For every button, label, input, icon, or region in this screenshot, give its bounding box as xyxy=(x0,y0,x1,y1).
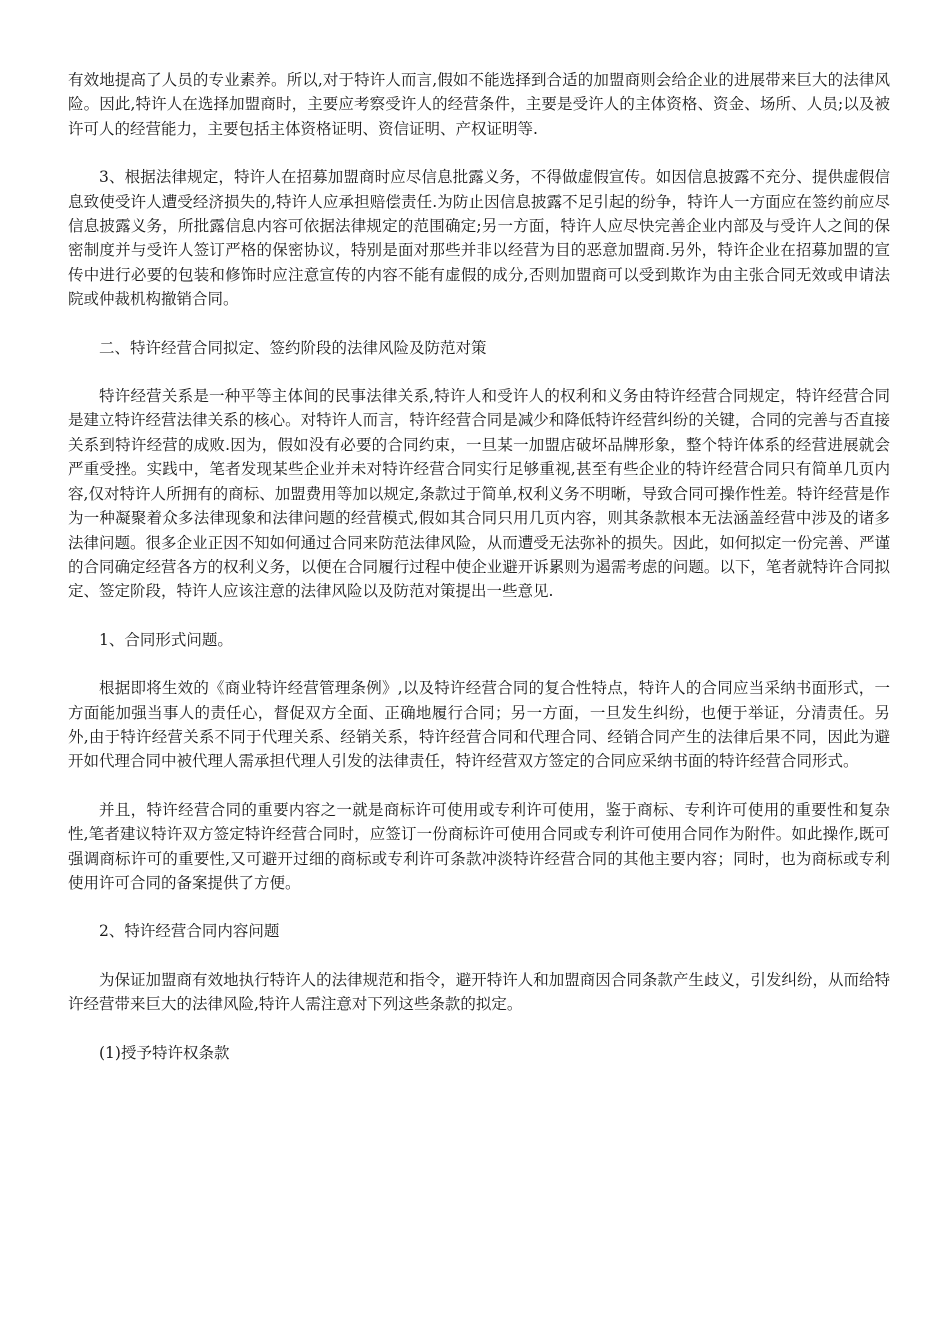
subheading-contract-form: 1、合同形式问题。 xyxy=(99,630,233,649)
paragraph-6: 为保证加盟商有效地执行特许人的法律规范和指令，避开特许人和加盟商因合同条款产生歧义，引发纠纷，从而给特许经营带来巨大的法律风险,特许人需注意对下列这些条款的拟定。 xyxy=(68,970,890,1014)
paragraph-2: 3、根据法律规定，特许人在招募加盟商时应尽信息批露义务，不得做虚假宣传。如因信息披露不充分、提供虚假信息致使受许人遭受经济损失的,特许人应承担赔偿责任.为防止因信息披露不足引起的纷争，特许人一方面应在签约前应尽信息披露义务，所批露信息内容可依据法律规定的范围确定;另一方面，特许人应尽快完善企业内部及与受许人之间的保密制度并与受许人签订严格的保密协议，特别是面对那些并非以经营为目的恶意加盟商.另外，特许企业在招募加盟的宣传中进行必要的包装和修饰时应注意宣传的内容不能有虚假的成分,否则加盟商可以受到欺诈为由主张合同无效或申请法院或仲裁机构撤销合同。 xyxy=(68,168,890,309)
subheading-contract-content: 2、特许经营合同内容问题 xyxy=(99,922,280,941)
paragraph-4: 根据即将生效的《商业特许经营管理条例》,以及特许经营合同的复合性特点，特许人的合同应当采纳书面形式，一方面能加强当事人的责任心，督促双方全面、正确地履行合同；另一方面，一旦发生纠纷，也便于举证，分清责任。另外,由于特许经营关系不同于代理关系、经销关系，特许经营合同和代理合同、经销合同产生的法律后果不同，因此为避开如代理合同中被代理人需承担代理人引发的法律责任，特许经营双方签定的合同应采纳书面的特许经营合同形式。 xyxy=(68,679,890,771)
section-heading: 二、特许经营合同拟定、签约阶段的法律风险及防范对策 xyxy=(99,338,487,357)
paragraph-5: 并且，特许经营合同的重要内容之一就是商标许可使用或专利许可使用，鉴于商标、专利许可使用的重要性和复杂性,笔者建议特许双方签定特许经营合同时，应签订一份商标许可使用合同或专利许可使用合同作为附件。如此操作,既可强调商标许可的重要性,又可避开过细的商标或专利许可条款冲淡特许经营合同的其他主要内容；同时，也为商标或专利使用许可合同的备案提供了方便。 xyxy=(68,800,890,892)
subheading-franchise-grant: (1)授予特许权条款 xyxy=(99,1043,230,1062)
document-page xyxy=(68,68,890,1089)
paragraph-1: 有效地提高了人员的专业素养。所以,对于特许人而言,假如不能选择到合适的加盟商则会给企业的进展带来巨大的法律风险。因此,特许人在选择加盟商时，主要应考察受许人的经营条件，主要是受许人的主体资格、资金、场所、人员;以及被许可人的经营能力，主要包括主体资格证明、资信证明、产权证明等. xyxy=(68,71,890,138)
paragraph-3: 特许经营关系是一种平等主体间的民事法律关系,特许人和受许人的权利和义务由特许经营合同规定，特许经营合同是建立特许经营法律关系的核心。对特许人而言，特许经营合同是减少和降低特许经营纠纷的关键，合同的完善与否直接关系到特许经营的成败.因为，假如没有必要的合同约束，一旦某一加盟店破坏品牌形象，整个特许体系的经营进展就会严重受挫。实践中，笔者发现某些企业并未对特许经营合同实行足够重视,甚至有些企业的特许经营合同只有简单几页内容,仅对特许人所拥有的商标、加盟费用等加以规定,条款过于简单,权利义务不明晰，导致合同可操作性差。特许经营是作为一种凝聚着众多法律现象和法律问题的经营模式,假如其合同只用几页内容，则其条款根本无法涵盖经营中涉及的诸多法律问题。很多企业正因不知如何通过合同来防范法律风险，从而遭受无法弥补的损失。因此，如何拟定一份完善、严谨的合同确定经营各方的权利义务，以便在合同履行过程中使企业避开诉累则为遏需考虑的问题。以下，笔者就特许合同拟定、签定阶段，特许人应该注意的法律风险以及防范对策提出一些意见. xyxy=(68,387,890,601)
